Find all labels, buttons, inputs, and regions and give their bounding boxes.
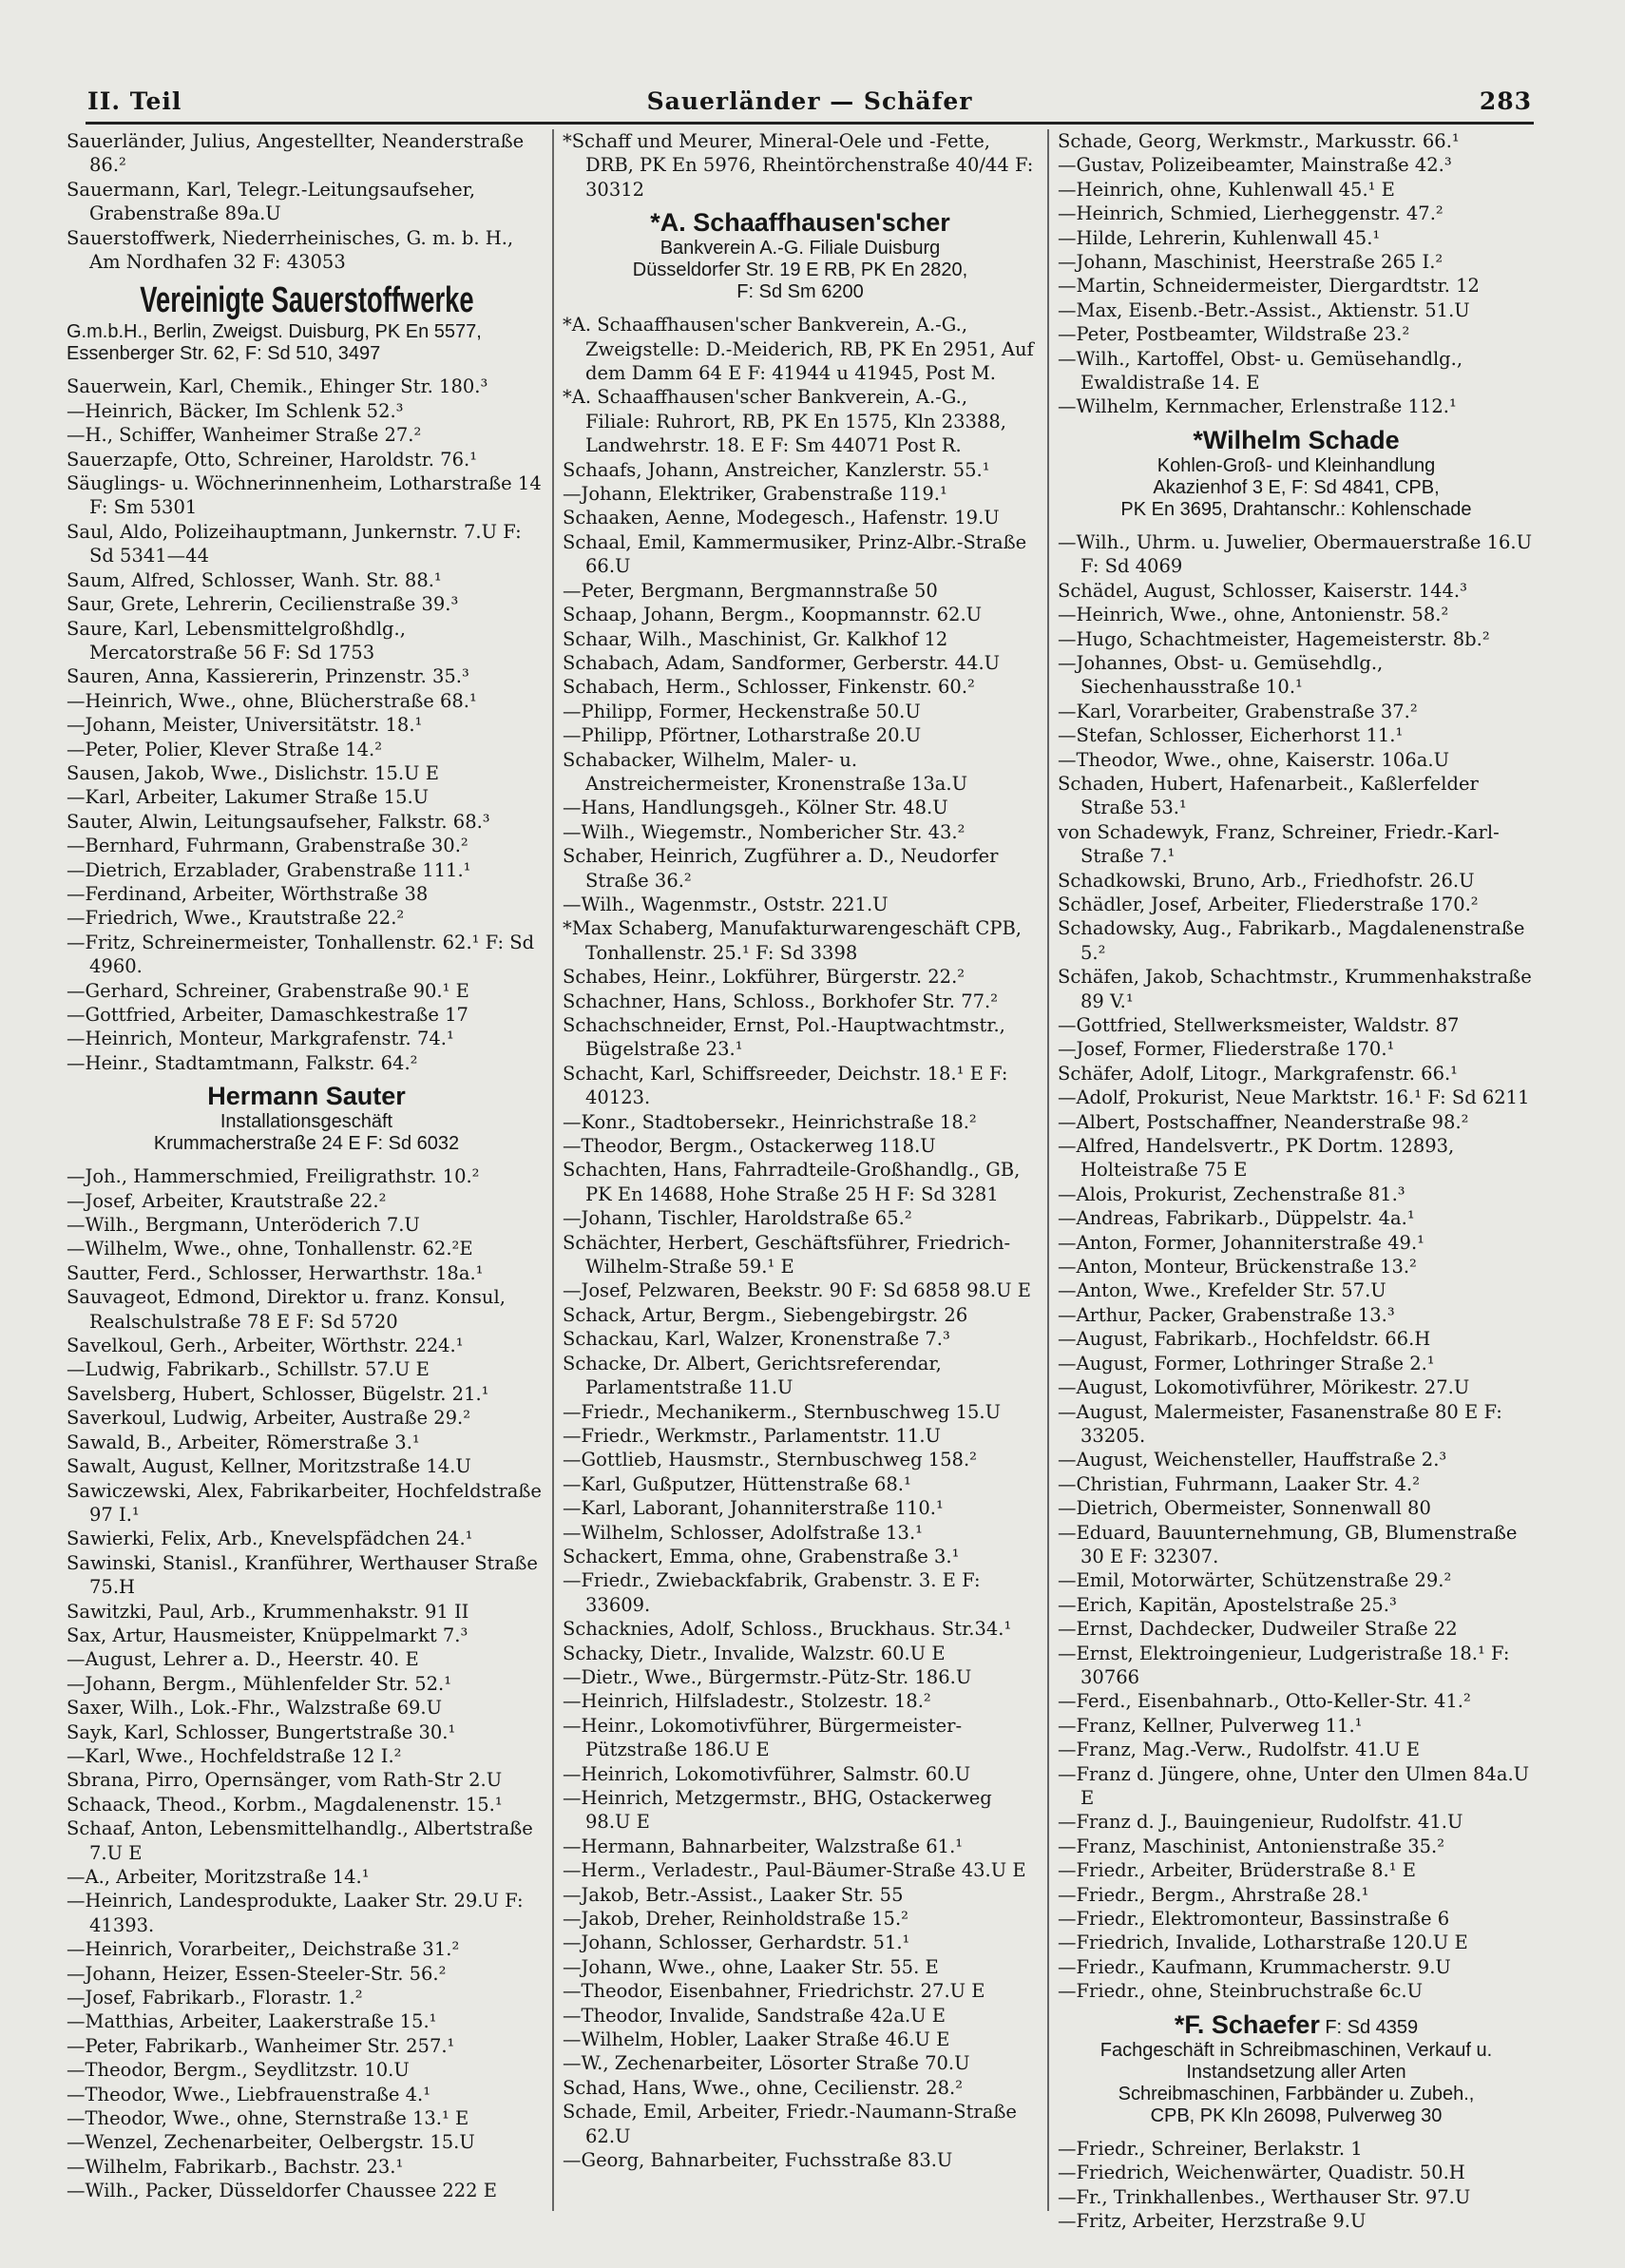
directory-entry: —Theodor, Invalide, Sandstraße 42a.U E [563, 2004, 946, 2027]
directory-entry: —Anton, Monteur, Brückenstraße 13.² [1058, 1256, 1417, 1278]
directory-entry: —Fritz, Schreinermeister, Tonhallenstr. 62.¹ F: Sd 4960. [67, 931, 535, 978]
directory-entry: —Konr., Stadtobersekr., Heinrichstraße 18.² [563, 1110, 977, 1133]
directory-entry: Sauerzapfe, Otto, Schreiner, Haroldstr. 76.¹ [67, 448, 478, 471]
advertisement-schaaffhausen [563, 207, 1038, 303]
ad-line: Akazienhof 3 E, F: Sd 4841, CPB, [1153, 476, 1440, 498]
ad-line: Schreibmaschinen, Farbbänder u. Zubeh., [1118, 2084, 1475, 2105]
entry-list [1058, 530, 1535, 2004]
directory-entry: —Heinrich, Vorarbeiter,, Deichstraße 31.² [67, 1938, 460, 1961]
directory-entry: —Heinr., Lokomotivführer, Bürgermeister-Pützstraße 186.U E [563, 1714, 963, 1761]
directory-entry: —Heinrich, Landesprodukte, Laaker Str. 29.U F: 41393. [67, 1890, 524, 1936]
directory-entry: —Bernhard, Fuhrmann, Grabenstraße 30.² [67, 835, 468, 857]
directory-entry: —Alfred, Handelsvertr., PK Dortm. 12893, Holteistraße 75 E [1058, 1135, 1455, 1182]
directory-entry: —Georg, Bahnarbeiter, Fuchsstraße 83.U [563, 2149, 953, 2172]
entry-list [563, 313, 1038, 2172]
directory-entry: —Stefan, Schlosser, Eicherhorst 11.¹ [1058, 724, 1404, 747]
directory-entry: Schaafs, Johann, Anstreicher, Kanzlerstr. 55.¹ [563, 458, 990, 481]
directory-entry: —Wilh., Packer, Düsseldorfer Chaussee 222 E [67, 2180, 497, 2202]
directory-entry: —Josef, Former, Fliederstraße 170.¹ [1058, 1038, 1395, 1061]
directory-entry: Savelsberg, Hubert, Schlosser, Bügelstr. 21.¹ [67, 1382, 489, 1405]
directory-entry: —Karl, Laborant, Johanniterstraße 110.¹ [563, 1497, 944, 1520]
directory-entry: Schaack, Theod., Korbm., Magdalenenstr. 15.¹ [67, 1793, 503, 1816]
directory-entry: Schackau, Karl, Walzer, Kronenstraße 7.³ [563, 1328, 950, 1351]
directory-entry: Schädler, Josef, Arbeiter, Fliederstraße 170.² [1058, 893, 1479, 915]
column-divider [1047, 129, 1049, 2211]
directory-entry: —Friedr., Mechanikerm., Sternbuschweg 15.U [563, 1400, 1002, 1423]
ad-line: Bankverein A.-G. Filiale Duisburg [660, 238, 941, 259]
directory-entry: —Wilh., Wiegemstr., Nombericher Str. 43.² [563, 820, 965, 843]
directory-entry: —Gustav, Polizeibeamter, Mainstraße 42.³ [1058, 154, 1452, 177]
directory-entry: Schad, Hans, Wwe., ohne, Cecilienstr. 28.² [563, 2076, 964, 2099]
directory-entry: —Ferd., Eisenbahnarb., Otto-Keller-Str. 41.² [1058, 1690, 1471, 1713]
directory-entry: —Franz d. J., Bauingenieur, Rudolfstr. 41.U [1058, 1811, 1463, 1834]
directory-entry: Schaaken, Aenne, Modegesch., Hafenstr. 19.U [563, 507, 1000, 529]
directory-entry: —Johann, Bergm., Mühlenfelder Str. 52.¹ [67, 1672, 452, 1695]
directory-entry: —Heinr., Stadtamtmann, Falkstr. 64.² [67, 1051, 418, 1074]
directory-entry: Sawitzki, Paul, Arb., Krummenhakstr. 91 II [67, 1600, 469, 1623]
directory-entry: —H., Schiffer, Wanheimer Straße 27.² [67, 424, 422, 447]
directory-entry: —August, Fabrikarb., Hochfeldstr. 66.H [1058, 1328, 1431, 1351]
column-divider [552, 129, 554, 2211]
directory-entry: —Karl, Vorarbeiter, Grabenstraße 37.² [1058, 700, 1418, 722]
directory-entry: Sawinski, Stanisl., Kranführer, Werthauser Straße 75.H [67, 1551, 538, 1599]
directory-entry: —Hans, Handlungsgeh., Kölner Str. 48.U [563, 797, 948, 819]
directory-entry: Schaber, Heinrich, Zugführer a. D., Neudorfer Straße 36.² [563, 845, 999, 892]
directory-entry: Schacht, Karl, Schiffsreeder, Deichstr. 18.¹ E F: 40123. [563, 1062, 1008, 1109]
directory-entry: von Schadewyk, Franz, Schreiner, Friedr.-Karl-Straße 7.¹ [1058, 820, 1500, 868]
advertisement-sauter [67, 1081, 546, 1155]
directory-entry: —Friedrich, Invalide, Lotharstraße 120.U E [1058, 1932, 1468, 1954]
directory-entry: —Wilh., Kartoffel, Obst- u. Gemüsehandlg., Ewaldistraße 14. E [1058, 347, 1463, 394]
page-header [87, 87, 1532, 125]
directory-entry: Schäfen, Jakob, Schachtmstr., Krummenhakstraße 89 V.¹ [1058, 966, 1532, 1012]
directory-entry: Schackert, Emma, ohne, Grabenstraße 3.¹ [563, 1545, 960, 1567]
directory-entry: —Johann, Tischler, Haroldstraße 65.² [563, 1207, 912, 1230]
directory-entry: —Friedr., Schreiner, Berlakstr. 1 [1058, 2138, 1363, 2161]
directory-entry: —Karl, Arbeiter, Lakumer Straße 15.U [67, 786, 430, 809]
entry-list [67, 129, 546, 274]
directory-entry: Säuglings- u. Wöchnerinnenheim, Lotharstraße 14 F: Sm 5301 [67, 472, 542, 519]
directory-entry: —Johann, Schlosser, Gerhardstr. 51.¹ [563, 1932, 910, 1954]
directory-entry: —Friedr., ohne, Steinbruchstraße 6c.U [1058, 1980, 1424, 2003]
directory-entry: Schabach, Herm., Schlosser, Finkenstr. 60.² [563, 676, 975, 699]
directory-entry: Schaal, Emil, Kammermusiker, Prinz-Albr.-Straße 66.U [563, 530, 1027, 578]
directory-entry: Schade, Emil, Arbeiter, Friedr.-Naumann-Straße 62.U [563, 2101, 1017, 2147]
directory-entry: *A. Schaaffhausen'scher Bankverein, A.-G., Filiale: Ruhrort, RB, PK En 1575, Kln 23388, Landwehrstr. 18. E F: Sm 44071 Post R. [563, 386, 1006, 457]
directory-entry: —Friedr., Arbeiter, Brüderstraße 8.¹ E [1058, 1859, 1416, 1882]
directory-entry: Saxer, Wilh., Lok.-Fhr., Walzstraße 69.U [67, 1697, 443, 1720]
ad-line: PK En 3695, Drahtanschr.: Kohlenschade [1120, 498, 1472, 520]
directory-entry: —Wilhelm, Hobler, Laaker Straße 46.U E [563, 2028, 950, 2051]
directory-entry: —Dietr., Wwe., Bürgermstr.-Pütz-Str. 186.U [563, 1665, 972, 1688]
directory-entry: —Heinrich, ohne, Kuhlenwall 45.¹ E [1058, 178, 1395, 201]
directory-entry: —Heinrich, Schmied, Lierheggenstr. 47.² [1058, 202, 1443, 225]
directory-entry: Schacke, Dr. Albert, Gerichtsreferendar, Parlamentstraße 11.U [563, 1352, 942, 1399]
directory-entry: Schachner, Hans, Schloss., Borkhofer Str. 77.² [563, 990, 999, 1012]
directory-entry: Schaden, Hubert, Hafenarbeit., Kaßlerfelder Straße 53.¹ [1058, 772, 1479, 819]
directory-entry: Schaap, Johann, Bergm., Koopmannstr. 62.U [563, 604, 983, 626]
directory-entry: Sbrana, Pirro, Opernsänger, vom Rath-Str 2.U [67, 1769, 503, 1792]
ad-line: Düsseldorfer Str. 19 E RB, PK En 2820, [632, 259, 968, 281]
directory-entry: Sawiczewski, Alex, Fabrikarbeiter, Hochfeldstraße 97 I.¹ [67, 1479, 542, 1526]
directory-entry: —Anton, Former, Johanniterstraße 49.¹ [1058, 1231, 1424, 1254]
column-3 [1058, 129, 1535, 2234]
directory-entry: —Heinrich, Metzgermstr., BHG, Ostackerweg 98.U E [563, 1787, 992, 1834]
directory-entry: Sax, Artur, Hausmeister, Knüppelmarkt 7.³ [67, 1624, 468, 1646]
directory-entry: —Jakob, Dreher, Reinholdstraße 15.² [563, 1908, 908, 1931]
directory-entry: —Friedr., Bergm., Ahrstraße 28.¹ [1058, 1883, 1369, 1906]
directory-entry: Schachten, Hans, Fahrradteile-Großhandlg., GB, PK En 14688, Hohe Straße 25 H F: Sd 3281 [563, 1159, 1021, 1205]
directory-entry: Schadkowski, Bruno, Arb., Friedhofstr. 26.U [1058, 869, 1475, 892]
directory-entry: —Hermann, Bahnarbeiter, Walzstraße 61.¹ [563, 1835, 964, 1857]
column-2 [563, 129, 1038, 2173]
directory-entry: —Christian, Fuhrmann, Laaker Str. 4.² [1058, 1472, 1421, 1495]
directory-entry: Schachschneider, Ernst, Pol.-Hauptwachtmstr., Bügelstraße 23.¹ [563, 1014, 1005, 1061]
directory-entry: —August, Malermeister, Fasanenstraße 80 E F: 33205. [1058, 1400, 1502, 1447]
ad-title: *A. Schaaffhausen'scher [650, 208, 950, 238]
directory-entry: —Johann, Heizer, Essen-Steeler-Str. 56.² [67, 1962, 447, 1985]
directory-entry: —Philipp, Pförtner, Lotharstraße 20.U [563, 724, 922, 747]
directory-entry: Schadowsky, Aug., Fabrikarb., Magdalenenstraße 5.² [1058, 917, 1525, 964]
ad-phone: F: Sd 4359 [1325, 2016, 1419, 2038]
directory-entry: —Johann, Wwe., ohne, Laaker Str. 55. E [563, 1955, 939, 1978]
directory-entry: —Josef, Pelzwaren, Beekstr. 90 F: Sd 6858 98.U E [563, 1279, 1031, 1302]
directory-entry: —Friedrich, Weichenwärter, Quadistr. 50.H [1058, 2162, 1465, 2184]
directory-entry: Schack, Artur, Bergm., Siebengebirgstr. 26 [563, 1303, 968, 1326]
directory-entry: —Anton, Wwe., Krefelder Str. 57.U [1058, 1279, 1386, 1302]
directory-entry: Sawierki, Felix, Arb., Knevelspfädchen 24.¹ [67, 1528, 473, 1550]
directory-entry: —Fr., Trinkhallenbes., Werthauser Str. 97.U [1058, 2185, 1471, 2208]
entry-list [67, 375, 546, 1075]
directory-entry: —Ernst, Dachdecker, Dudweiler Straße 22 [1058, 1618, 1458, 1641]
directory-entry: —Friedr., Werkmstr., Parlamentstr. 11.U [563, 1424, 941, 1447]
directory-entry: —Arthur, Packer, Grabenstraße 13.³ [1058, 1303, 1395, 1326]
directory-entry: —Adolf, Prokurist, Neue Marktstr. 16.¹ F: Sd 6211 [1058, 1086, 1530, 1109]
entry-list [1058, 129, 1535, 419]
directory-entry: Schäfer, Adolf, Litogr., Markgrafenstr. 66.¹ [1058, 1062, 1459, 1085]
directory-entry: —Josef, Fabrikarb., Florastr. 1.² [67, 1987, 363, 2009]
directory-entry: —Gerhard, Schreiner, Grabenstraße 90.¹ E [67, 979, 469, 1002]
directory-entry: —Franz, Mag.-Verw., Rudolfstr. 41.U E [1058, 1739, 1420, 1761]
directory-entry: —Joh., Hammerschmied, Freiligrathstr. 10.² [67, 1165, 480, 1188]
directory-entry: —Max, Eisenb.-Betr.-Assist., Aktienstr. 51.U [1058, 298, 1470, 321]
directory-entry: Schädel, August, Schlosser, Kaiserstr. 144.³ [1058, 579, 1467, 602]
directory-entry: —Johannes, Obst- u. Gemüsehdlg., Siechenhausstraße 10.¹ [1058, 651, 1384, 699]
ad-line: CPB, PK Kln 26098, Pulverweg 30 [1150, 2105, 1443, 2127]
directory-entry: —Heinrich, Wwe., ohne, Blücherstraße 68.¹ [67, 689, 477, 712]
directory-entry: Schaaf, Anton, Lebensmittelhandlg., Albertstraße 7.U E [67, 1817, 533, 1864]
directory-entry: Saverkoul, Ludwig, Arbeiter, Austraße 29.² [67, 1407, 471, 1430]
directory-entry: —Theodor, Wwe., Liebfrauenstraße 4.¹ [67, 2083, 431, 2105]
directory-entry: —Gottlieb, Hausmstr., Sternbuschweg 158.² [563, 1449, 977, 1471]
directory-entry: Sausen, Jakob, Wwe., Dislichstr. 15.U E [67, 761, 439, 784]
directory-entry: Saul, Aldo, Polizeihauptmann, Junkernstr. 7.U F: Sd 5341—44 [67, 520, 522, 567]
ad-line: F: Sd Sm 6200 [736, 281, 864, 303]
directory-entry: —Theodor, Wwe., ohne, Sternstraße 13.¹ E [67, 2107, 469, 2130]
directory-entry: —Albert, Postschaffner, Neanderstraße 98.² [1058, 1110, 1469, 1133]
directory-entry: —August, Lehrer a. D., Heerstr. 40. E [67, 1648, 419, 1671]
directory-entry: *Schaff und Meurer, Mineral-Oele und -Fette, DRB, PK En 5976, Rheintörchenstraße 40/44 F: 30312 [563, 130, 1034, 201]
directory-entry: —Gottfried, Stellwerksmeister, Waldstr. 87 [1058, 1014, 1460, 1036]
directory-entry: —Theodor, Bergm., Ostackerweg 118.U [563, 1135, 936, 1158]
directory-entry: —Gottfried, Arbeiter, Damaschkestraße 17 [67, 1004, 468, 1026]
directory-entry: —Jakob, Betr.-Assist., Laaker Str. 55 [563, 1883, 904, 1906]
ad-line: Fachgeschäft in Schreibmaschinen, Verkauf u. Instandsetzung aller Arten [1099, 2040, 1493, 2084]
directory-entry: —August, Former, Lothringer Straße 2.¹ [1058, 1352, 1435, 1374]
ad-title: *F. Schaefer [1174, 2009, 1320, 2039]
directory-entry: —Friedr., Elektromonteur, Bassinstraße 6 [1058, 1908, 1450, 1931]
directory-entry: —Wilhelm, Wwe., ohne, Tonhallenstr. 62.²E [67, 1238, 473, 1260]
directory-entry: —Peter, Bergmann, Bergmannstraße 50 [563, 579, 938, 602]
directory-entry: Sayk, Karl, Schlosser, Bungertstraße 30.¹ [67, 1720, 456, 1743]
directory-entry: —Philipp, Former, Heckenstraße 50.U [563, 700, 921, 722]
directory-entry: —Heinrich, Wwe., ohne, Antonienstr. 58.² [1058, 604, 1449, 626]
directory-entry: Savelkoul, Gerh., Arbeiter, Wörthstr. 224.¹ [67, 1335, 464, 1357]
directory-entry: *A. Schaaffhausen'scher Bankverein, A.-G., Zweigstelle: D.-Meiderich, RB, PK En 2951, Auf dem Damm 64 E F: 41944 u 41945, Post M. [563, 314, 1034, 385]
directory-entry: —Wilhelm, Schlosser, Adolfstraße 13.¹ [563, 1521, 923, 1544]
directory-entry: —Andreas, Fabrikarb., Düppelstr. 4a.¹ [1058, 1207, 1415, 1230]
directory-entry: —Friedr., Kaufmann, Krummacherstr. 9.U [1058, 1955, 1451, 1978]
directory-entry: —Fritz, Arbeiter, Herzstraße 9.U [1058, 2210, 1367, 2233]
directory-entry: —Josef, Arbeiter, Krautstraße 22.² [67, 1189, 387, 1212]
directory-entry: Schächter, Herbert, Geschäftsführer, Friedrich-Wilhelm-Straße 59.¹ E [563, 1231, 1011, 1278]
ad-title: *Wilhelm Schade [1193, 425, 1400, 454]
directory-entry: —Hugo, Schachtmeister, Hagemeisterstr. 8b.² [1058, 627, 1490, 650]
advertisement-schaefer [1058, 2009, 1535, 2127]
directory-entry: —Matthias, Arbeiter, Laakerstraße 15.¹ [67, 2010, 437, 2033]
directory-entry: Sauerstoffwerk, Niederrheinisches, G. m. b. H., Am Nordhafen 32 F: 43053 [67, 226, 514, 274]
directory-entry: —Franz, Maschinist, Antonienstraße 35.² [1058, 1835, 1445, 1857]
directory-entry: Schade, Georg, Werkmstr., Markusstr. 66.¹ [1058, 130, 1460, 152]
header-part: II. Teil [87, 87, 182, 115]
header-rule [86, 122, 1534, 125]
directory-entry: —Theodor, Bergm., Seydlitzstr. 10.U [67, 2059, 410, 2082]
directory-entry: —Karl, Wwe., Hochfeldstraße 12 I.² [67, 1744, 402, 1767]
directory-entry: —Wilhelm, Kernmacher, Erlenstraße 112.¹ [1058, 395, 1457, 418]
directory-entry: Schaar, Wilh., Maschinist, Gr. Kalkhof 12 [563, 627, 948, 650]
directory-entry: Saure, Karl, Lebensmittelgroßhdlg., Mercatorstraße 56 F: Sd 1753 [67, 617, 406, 663]
directory-entry: —Heinrich, Bäcker, Im Schlenk 52.³ [67, 399, 404, 422]
directory-entry: Schabacker, Wilhelm, Maler- u. Anstreichermeister, Kronenstraße 13a.U [563, 748, 968, 795]
directory-entry: Sauerwein, Karl, Chemik., Ehinger Str. 180.³ [67, 375, 488, 398]
directory-entry: —Dietrich, Obermeister, Sonnenwall 80 [1058, 1497, 1431, 1520]
directory-entry: —Erich, Kapitän, Apostelstraße 25.³ [1058, 1593, 1397, 1616]
directory-entry: —Theodor, Eisenbahner, Friedrichstr. 27.U E [563, 1980, 985, 2003]
ad-text: G.m.b.H., Berlin, Zweigst. Duisburg, PK En 5577, Essenberger Str. 62, F: Sd 510, 3497 [67, 321, 482, 365]
directory-entry: Schacky, Dietr., Invalide, Walzstr. 60.U E [563, 1642, 946, 1664]
directory-entry: Sautter, Ferd., Schlosser, Herwarthstr. 18a.¹ [67, 1261, 484, 1284]
advertisement-schade [1058, 425, 1535, 521]
directory-entry: —August, Weichensteller, Hauffstraße 2.³ [1058, 1449, 1447, 1471]
directory-entry: —Theodor, Wwe., ohne, Kaiserstr. 106a.U [1058, 748, 1450, 771]
directory-entry: —Peter, Polier, Klever Straße 14.² [67, 738, 383, 760]
ad-line: Kohlen-Groß- und Kleinhandlung [1157, 454, 1436, 476]
directory-entry: —Friedrich, Wwe., Krautstraße 22.² [67, 907, 405, 930]
advertisement-sauerstoffwerke [67, 279, 546, 365]
directory-entry: —Friedr., Zwiebackfabrik, Grabenstr. 3. E F: 33609. [563, 1569, 981, 1616]
directory-entry: —Wilh., Bergmann, Unteröderich 7.U [67, 1214, 420, 1237]
directory-entry: —Wilh., Uhrm. u. Juwelier, Obermauerstraße 16.U F: Sd 4069 [1058, 530, 1533, 578]
page-number: 283 [1479, 87, 1532, 115]
entry-list [563, 129, 1038, 202]
directory-entry: —Ernst, Elektroingenieur, Ludgeristraße 18.¹ F: 30766 [1058, 1642, 1510, 1688]
directory-entry: —Franz, Kellner, Pulverweg 11.¹ [1058, 1714, 1363, 1737]
column-1 [67, 129, 546, 2203]
entry-list [1058, 2137, 1535, 2234]
directory-entry: Sauerländer, Julius, Angestellter, Neanderstraße 86.² [67, 130, 525, 177]
directory-entry: *Max Schaberg, Manufakturwarengeschäft CPB, Tonhallenstr. 25.¹ F: Sd 3398 [563, 917, 1023, 964]
directory-entry: —W., Zechenarbeiter, Lösorter Straße 70.U [563, 2052, 970, 2075]
directory-entry: —Franz d. Jüngere, ohne, Unter den Ulmen 84a.U E [1058, 1762, 1530, 1809]
directory-entry: Schacknies, Adolf, Schloss., Bruckhaus. Str.34.¹ [563, 1618, 1012, 1641]
directory-entry: —Peter, Postbeamter, Wildstraße 23.² [1058, 323, 1410, 346]
directory-entry: —Heinrich, Hilfsladestr., Stolzestr. 18.² [563, 1690, 931, 1713]
directory-entry: —Emil, Motorwärter, Schützenstraße 29.² [1058, 1569, 1452, 1592]
ad-line: Krummacherstraße 24 E F: Sd 6032 [153, 1133, 460, 1155]
ad-line: Installationsgeschäft [220, 1111, 393, 1133]
directory-entry: Sauermann, Karl, Telegr.-Leitungsaufseher, Grabenstraße 89a.U [67, 178, 476, 225]
directory-entry: —Ferdinand, Arbeiter, Wörthstraße 38 [67, 882, 429, 905]
directory-entry: Schabes, Heinr., Lokführer, Bürgerstr. 22.² [563, 966, 965, 989]
directory-entry: —Heinrich, Lokomotivführer, Salmstr. 60.U [563, 1762, 971, 1785]
directory-entry: —August, Lokomotivführer, Mörikestr. 27.U [1058, 1376, 1470, 1399]
directory-entry: —Karl, Gußputzer, Hüttenstraße 68.¹ [563, 1472, 911, 1495]
directory-entry: —A., Arbeiter, Moritzstraße 14.¹ [67, 1866, 370, 1888]
directory-entry: —Wenzel, Zechenarbeiter, Oelbergstr. 15.U [67, 2131, 475, 2154]
directory-entry: Sauvageot, Edmond, Direktor u. franz. Konsul, Realschulstraße 78 E F: Sd 5720 [67, 1286, 506, 1333]
directory-entry: —Johann, Meister, Universitätstr. 18.¹ [67, 714, 423, 737]
directory-entry: Saur, Grete, Lehrerin, Cecilienstraße 39.³ [67, 593, 459, 616]
directory-entry: —Ludwig, Fabrikarb., Schillstr. 57.U E [67, 1358, 430, 1381]
directory-entry: Saum, Alfred, Schlosser, Wanh. Str. 88.¹ [67, 568, 442, 591]
directory-entry: —Wilh., Wagenmstr., Oststr. 221.U [563, 893, 889, 915]
directory-entry: —Heinrich, Monteur, Markgrafenstr. 74.¹ [67, 1028, 454, 1050]
header-range: Sauerländer — Schäfer [646, 87, 973, 115]
directory-entry: —Peter, Fabrikarb., Wanheimer Str. 257.¹ [67, 2034, 455, 2057]
directory-entry: Sauter, Alwin, Leitungsaufseher, Falkstr. 68.³ [67, 810, 490, 833]
directory-entry: —Hilde, Lehrerin, Kuhlenwall 45.¹ [1058, 226, 1381, 249]
ad-title: Vereinigte Sauerstoffwerke [139, 280, 474, 321]
directory-entry: —Martin, Schneidermeister, Diergardtstr. 12 [1058, 275, 1480, 298]
directory-entry: Sawalt, August, Kellner, Moritzstraße 14.U [67, 1455, 471, 1478]
directory-entry: —Alois, Prokurist, Zechenstraße 81.³ [1058, 1182, 1405, 1205]
directory-entry: —Herm., Verladestr., Paul-Bäumer-Straße 43.U E [563, 1859, 1026, 1882]
entry-list [67, 1164, 546, 2202]
directory-entry: Sawald, B., Arbeiter, Römerstraße 3.¹ [67, 1431, 420, 1453]
directory-entry: —Johann, Maschinist, Heerstraße 265 I.² [1058, 251, 1443, 274]
directory-entry: —Johann, Elektriker, Grabenstraße 119.¹ [563, 483, 947, 506]
directory-entry: Schabach, Adam, Sandformer, Gerberstr. 44.U [563, 651, 1001, 674]
directory-entry: —Wilhelm, Fabrikarb., Bachstr. 23.¹ [67, 2155, 404, 2178]
ad-title: Hermann Sauter [207, 1082, 406, 1111]
directory-entry: —Eduard, Bauunternehmung, GB, Blumenstraße 30 E F: 32307. [1058, 1521, 1518, 1567]
directory-entry: —Dietrich, Erzablader, Grabenstraße 111.¹ [67, 858, 471, 881]
directory-entry: Sauren, Anna, Kassiererin, Prinzenstr. 35.³ [67, 665, 469, 688]
